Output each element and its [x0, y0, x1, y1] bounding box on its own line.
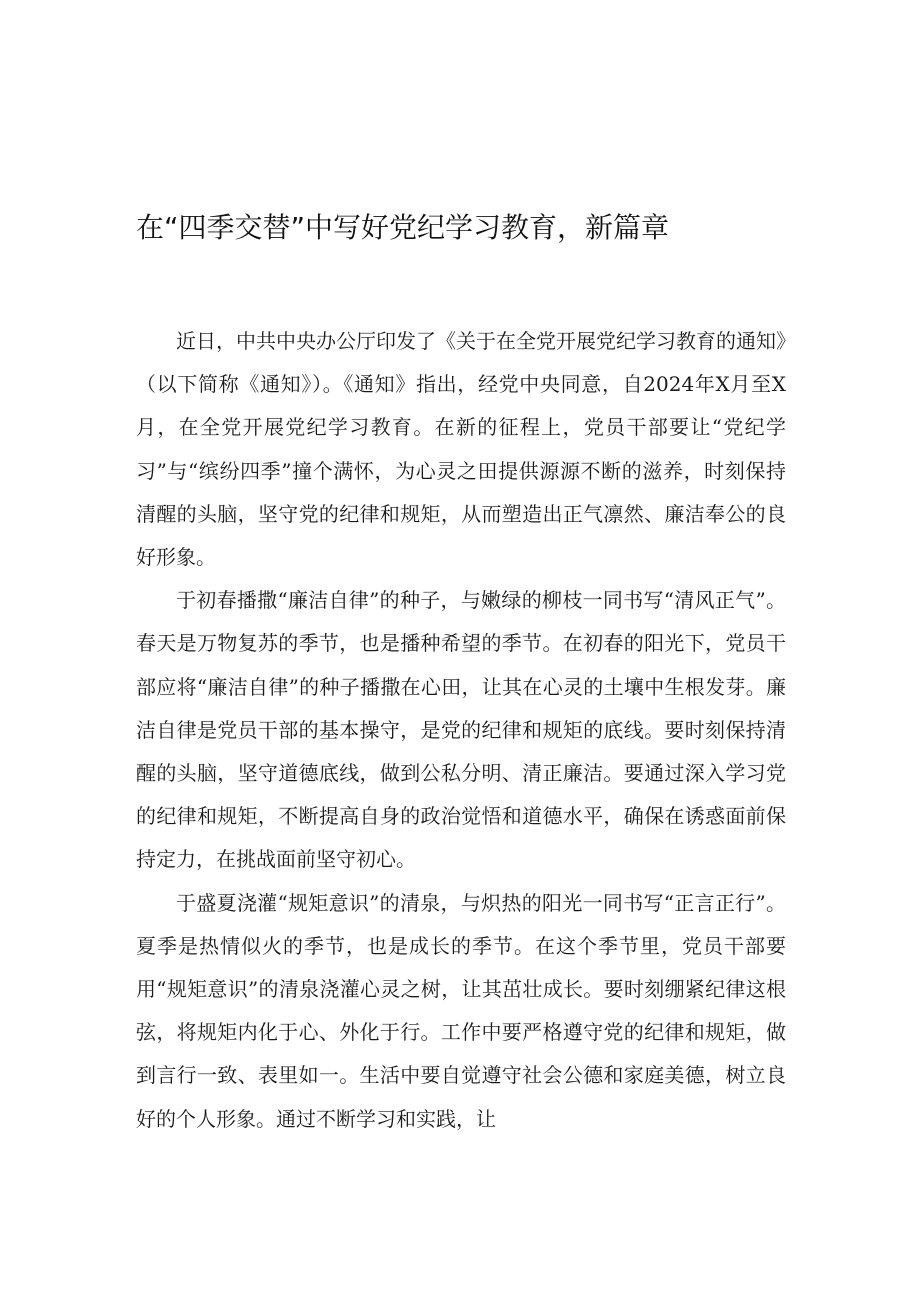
paragraph-intro: 近日，中共中央办公厅印发了《关于在全党开展党纪学习教育的通知》（以下简称《通知》）。《通知》指出，经党中央同意，自2024年X月至X月，在全党开展党纪学习教育。在新的征程上，党员干部要让“党纪学习”与“缤纷四季”撞个满怀，为心灵之田提供源源不断的滋养，时刻保持清醒的头脑，坚守党的纪律和规矩，从而塑造出正气凛然、廉洁奉公的良好形象。 [136, 329, 786, 570]
document-title: 在“四季交替”中写好党纪学习教育，新篇章 [136, 211, 670, 244]
document-body [136, 320, 786, 1141]
paragraph-spring: 于初春播撒“廉洁自律”的种子，与嫩绿的柳枝一同书写“清风正气”。春天是万物复苏的季节，也是播种希望的季节。在初春的阳光下，党员干部应将“廉洁自律”的种子播撒在心田，让其在心灵的土壤中生根发芽。廉洁自律是党员干部的基本操守，是党的纪律和规矩的底线。要时刻保持清醒的头脑，坚守道德底线，做到公私分明、清正廉洁。要通过深入学习党的纪律和规矩，不断提高自身的政治觉悟和道德水平，确保在诱惑面前保持定力，在挑战面前坚守初心。 [136, 588, 786, 872]
paragraph-summer: 于盛夏浇灌“规矩意识”的清泉，与炽热的阳光一同书写“正言正行”。夏季是热情似火的季节，也是成长的季节。在这个季节里，党员干部要用“规矩意识”的清泉浇灌心灵之树，让其茁壮成长。要时刻绷紧纪律这根弦，将规矩内化于心、外化于行。工作中要严格遵守党的纪律和规矩，做到言行一致、表里如一。生活中要自觉遵守社会公德和家庭美德，树立良好的个人形象。通过不断学习和实践，让 [136, 890, 786, 1131]
